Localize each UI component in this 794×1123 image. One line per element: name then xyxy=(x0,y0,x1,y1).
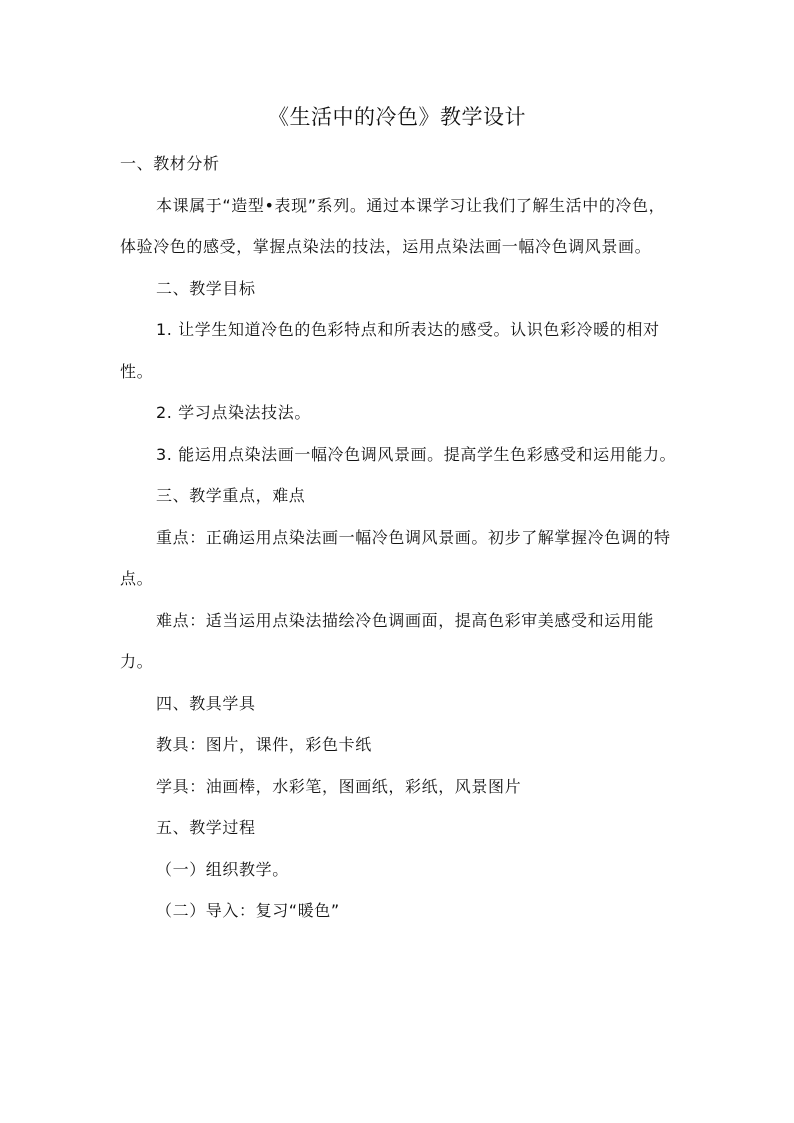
section-heading-teaching-goals: 二、教学目标 xyxy=(156,278,256,298)
paragraph-difficult-point: 难点：适当运用点染法描绘冷色调画面，提高色彩审美感受和运用能力。 xyxy=(120,610,655,671)
paragraph-goal-3: 3. 能运用点染法画一幅冷色调风景画。提高学生色彩感受和运用能力。 xyxy=(156,444,677,464)
paragraph-goal-2: 2. 学习点染法技法。 xyxy=(156,403,311,422)
section-heading-key-points: 三、教学重点，难点 xyxy=(156,486,306,505)
section-heading-teaching-process: 五、教学过程 xyxy=(156,818,256,837)
paragraph-material-analysis: 本课属于“造型•表现”系列。通过本课学习让我们了解生活中的冷色，体验冷色的感受，掌握点染法的技法，运用点染法画一幅冷色调风景画。 xyxy=(120,195,666,256)
paragraph-student-aids: 学具：油画棒，水彩笔，图画纸，彩纸，风景图片 xyxy=(156,776,522,796)
section-heading-material-analysis: 一、教材分析 xyxy=(120,154,220,173)
section-heading-teaching-aids: 四、教具学具 xyxy=(156,693,256,713)
document-body xyxy=(120,143,680,932)
paragraph-process-step-1: （一）组织教学。 xyxy=(156,859,289,879)
paragraph-process-step-2: （二）导入：复习“暖色” xyxy=(156,901,340,920)
paragraph-key-point: 重点：正确运用点染法画一幅冷色调风景画。初步了解掌握冷色调的特点。 xyxy=(120,527,671,588)
paragraph-goal-1: 1. 让学生知道冷色的色彩特点和所表达的感受。认识色彩冷暖的相对性。 xyxy=(120,320,660,381)
document-title: 《生活中的冷色》教学设计 xyxy=(268,105,526,129)
paragraph-teacher-aids: 教具：图片，课件，彩色卡纸 xyxy=(156,735,372,754)
